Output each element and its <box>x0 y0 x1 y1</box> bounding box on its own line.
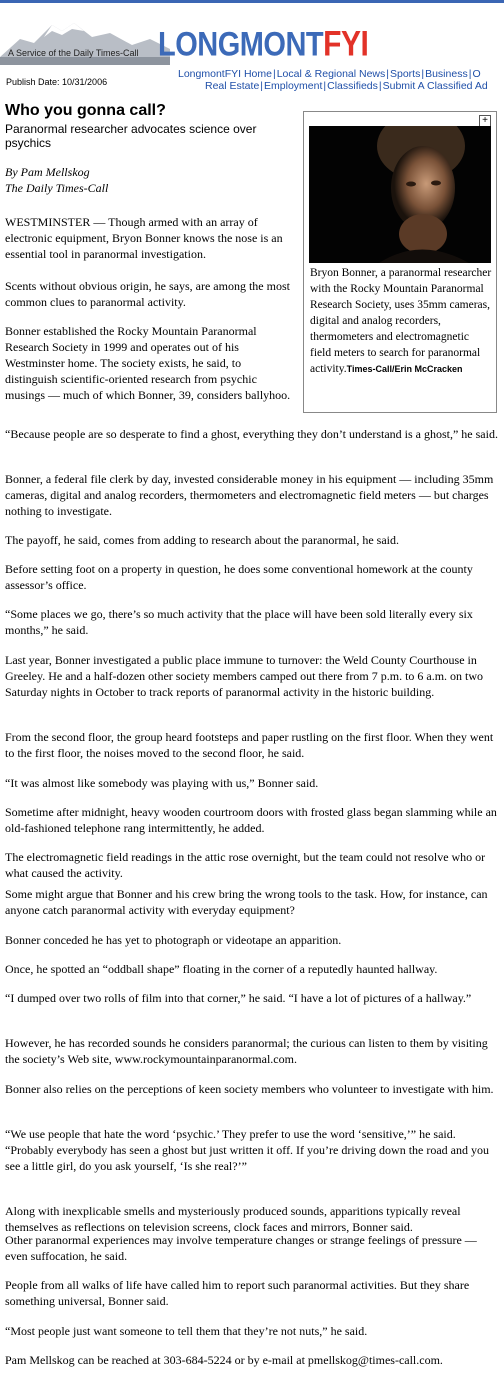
article-paragraph: “Some places we go, there’s so much activity that the place will have been sold literally every six months,” he said. <box>5 607 473 637</box>
logo-fyi: FYI <box>323 25 369 64</box>
article-paragraph: WESTMINSTER — Though armed with an array of electronic equipment, Bryon Bonner knows the nose is an essential tool in paranormal investigation. <box>5 215 283 261</box>
nav-link-truncated[interactable]: O <box>472 68 481 80</box>
nav-separator: | <box>468 68 472 80</box>
nav-separator: | <box>272 68 276 80</box>
nav-separator: | <box>260 80 264 92</box>
article-paragraph: Some might argue that Bonner and his crew bring the wrong tools to the task. How, for instance, can anyone catch paranormal activity with everyday equipment? <box>5 887 488 917</box>
article-headline: Who you gonna call? <box>5 102 166 119</box>
nav-separator: | <box>378 80 382 92</box>
article-paragraph: Bonner also relies on the perceptions of keen society members who volunteer to investigate with him. <box>5 1082 494 1096</box>
nav-link-submit-classified[interactable]: Submit A Classified Ad <box>382 80 488 92</box>
logo-longmont: LONGMONT <box>158 26 324 64</box>
article-paragraph: Before setting foot on a property in question, he does some conventional homework at the county assessor’s office. <box>5 562 473 592</box>
portrait-photo-graphic <box>309 126 491 263</box>
byline-publication: The Daily Times-Call <box>5 181 109 195</box>
publish-date: Publish Date: 10/31/2006 <box>6 77 108 87</box>
caption-text: Bryon Bonner, a paranormal researcher with the Rocky Mountain Paranormal Research Society, uses 35mm cameras, digital and analog recorders, thermometers and electromagnetic field meters to search for paranormal activity. <box>310 267 492 375</box>
service-tagline: A Service of the Daily Times-Call <box>8 48 139 58</box>
nav-link-classifieds[interactable]: Classifieds <box>327 80 378 92</box>
article-paragraph: “Because people are so desperate to find a ghost, everything they don’t understand is a ghost,” he said. <box>5 427 498 441</box>
nav-separator: | <box>323 80 327 92</box>
article-paragraph: People from all walks of life have called him to report such paranormal activities. But they share something universal, Bonner said. <box>5 1278 470 1308</box>
article-subhead: Paranormal researcher advocates science over psychics <box>5 122 257 150</box>
article-paragraph: Scents without obvious origin, he says, are among the most common clues to paranormal activity. <box>5 279 290 309</box>
nav-link-real-estate[interactable]: Real Estate <box>205 80 260 92</box>
article-paragraph: The electromagnetic field readings in the attic rose overnight, but the team could not resolve who or what caused the activity. <box>5 850 486 880</box>
masthead <box>0 3 504 63</box>
nav-link-local-news[interactable]: Local & Regional News <box>276 68 386 80</box>
article-paragraph: “We use people that hate the word ‘psychic.’ They prefer to use the word ‘sensitive,’” he said. “Probably everybody has seen a ghost but just written it off. If you’re driving down the road and you see a little girl, do you ask yourself, ‘Is she real?’” <box>5 1127 490 1173</box>
site-navigation <box>0 68 504 98</box>
nav-link-business[interactable]: Business <box>425 68 468 80</box>
photo-box <box>303 111 497 413</box>
article-photo[interactable] <box>309 126 491 263</box>
nav-link-sports[interactable]: Sports <box>390 68 421 80</box>
nav-link-employment[interactable]: Employment <box>264 80 323 92</box>
photo-credit: Times-Call/Erin McCracken <box>346 364 463 374</box>
article-paragraph: “I dumped over two rolls of film into that corner,” he said. “I have a lot of pictures of a hallway.” <box>5 991 472 1005</box>
nav-separator: | <box>386 68 389 80</box>
nav-row-1 <box>178 68 481 80</box>
photo-caption <box>310 265 492 377</box>
article-paragraph: The payoff, he said, comes from adding to research about the paranormal, he said. <box>5 533 399 547</box>
article-paragraph: Last year, Bonner investigated a public place immune to turnover: the Weld County Courthouse in Greeley. He and a half-dozen other society members camped out there from 7 p.m. to 6 a.m. on two Saturday nights in October to track reports of paranormal activity in the historic building. <box>5 653 484 699</box>
article-paragraph: However, he has recorded sounds he considers paranormal; the curious can listen to them by visiting the society’s Web site, www.rockymountainparanormal.com. <box>5 1036 488 1066</box>
byline <box>5 164 108 196</box>
enlarge-photo-button[interactable]: + <box>479 115 491 127</box>
nav-link-home[interactable]: LongmontFYI Home <box>178 68 272 80</box>
article-paragraph: “Most people just want someone to tell them that they’re not nuts,” he said. <box>5 1324 368 1338</box>
article-paragraph: Bonner established the Rocky Mountain Paranormal Research Society in 1999 and operates out of his Westminster home. The society exists, he said, to distinguish scientific-oriented research from psychic musings — much of which Bonner, 39, considers ballyhoo. <box>5 324 291 402</box>
author-contact: Pam Mellskog can be reached at 303-684-5224 or by e-mail at pmellskog@times-call.com. <box>5 1353 443 1367</box>
article-paragraph: Bonner, a federal file clerk by day, invested considerable money in his equipment — including 35mm cameras, digital and analog recorders, thermometers and electromagnetic field meters — but charges nothing to investigate. <box>5 472 494 518</box>
site-logo[interactable] <box>158 25 368 65</box>
nav-separator: | <box>421 68 425 80</box>
article-paragraph: Bonner conceded he has yet to photograph or videotape an apparition. <box>5 933 342 947</box>
byline-author: By Pam Mellskog <box>5 165 90 179</box>
article-paragraph: From the second floor, the group heard footsteps and paper rustling on the first floor. When they went to the first floor, the noises moved to the second floor, he said. <box>5 730 494 760</box>
article-paragraph: Other paranormal experiences may involve temperature changes or strange feelings of pressure — even suffocation, he said. <box>5 1233 477 1263</box>
nav-row-2 <box>205 80 488 92</box>
article-paragraph: Sometime after midnight, heavy wooden courtroom doors with frosted glass began slamming while an old-fashioned telephone rang intermittently, he added. <box>5 805 497 835</box>
article-paragraph: Once, he spotted an “oddball shape” floating in the corner of a reputedly haunted hallway. <box>5 962 438 976</box>
article-paragraph: Along with inexplicable smells and mysteriously produced sounds, apparitions typically reveal themselves as reflections on television screens, clock faces and mirrors, Bonner said. <box>5 1204 461 1234</box>
article-paragraph: “It was almost like somebody was playing with us,” Bonner said. <box>5 776 319 790</box>
